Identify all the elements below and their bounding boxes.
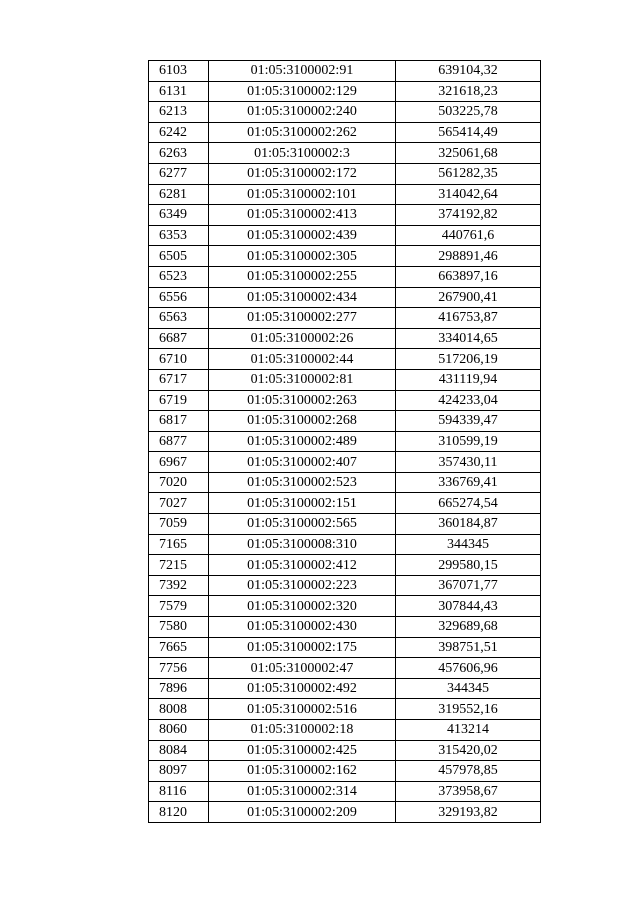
- value-cell: 517206,19: [396, 349, 541, 370]
- table-row: [149, 184, 541, 205]
- cadastral-number-cell: 01:05:3100002:407: [209, 452, 396, 473]
- row-number-cell: 6556: [149, 287, 209, 308]
- table-row: [149, 472, 541, 493]
- cadastral-number-cell: 01:05:3100002:255: [209, 266, 396, 287]
- cadastral-number-cell: 01:05:3100002:172: [209, 163, 396, 184]
- table-row: [149, 246, 541, 267]
- cadastral-number-cell: 01:05:3100002:305: [209, 246, 396, 267]
- row-number-cell: 8008: [149, 699, 209, 720]
- table-row: [149, 61, 541, 82]
- value-cell: 329689,68: [396, 617, 541, 638]
- table-row: [149, 514, 541, 535]
- row-number-cell: 6563: [149, 308, 209, 329]
- value-cell: 314042,64: [396, 184, 541, 205]
- table-row: [149, 596, 541, 617]
- cadastral-number-cell: 01:05:3100002:412: [209, 555, 396, 576]
- row-number-cell: 6213: [149, 102, 209, 123]
- cadastral-number-cell: 01:05:3100002:3: [209, 143, 396, 164]
- value-cell: 307844,43: [396, 596, 541, 617]
- table-row: [149, 781, 541, 802]
- value-cell: 357430,11: [396, 452, 541, 473]
- table-row: [149, 452, 541, 473]
- cadastral-number-cell: 01:05:3100002:430: [209, 617, 396, 638]
- value-cell: 457606,96: [396, 658, 541, 679]
- cadastral-number-cell: 01:05:3100002:314: [209, 781, 396, 802]
- table-row: [149, 205, 541, 226]
- value-cell: 663897,16: [396, 266, 541, 287]
- cadastral-number-cell: 01:05:3100002:223: [209, 575, 396, 596]
- table-row: [149, 266, 541, 287]
- cadastral-number-cell: 01:05:3100002:240: [209, 102, 396, 123]
- cadastral-number-cell: 01:05:3100002:101: [209, 184, 396, 205]
- value-cell: 329193,82: [396, 802, 541, 823]
- cadastral-number-cell: 01:05:3100008:310: [209, 534, 396, 555]
- row-number-cell: 7215: [149, 555, 209, 576]
- row-number-cell: 6131: [149, 81, 209, 102]
- value-cell: 299580,15: [396, 555, 541, 576]
- value-cell: 344345: [396, 534, 541, 555]
- value-cell: 424233,04: [396, 390, 541, 411]
- row-number-cell: 6349: [149, 205, 209, 226]
- value-cell: 374192,82: [396, 205, 541, 226]
- table-row: [149, 678, 541, 699]
- row-number-cell: 6687: [149, 328, 209, 349]
- cadastral-number-cell: 01:05:3100002:425: [209, 740, 396, 761]
- table-row: [149, 431, 541, 452]
- cadastral-number-cell: 01:05:3100002:262: [209, 122, 396, 143]
- value-cell: 367071,77: [396, 575, 541, 596]
- table-row: [149, 225, 541, 246]
- table-row: [149, 369, 541, 390]
- row-number-cell: 8097: [149, 761, 209, 782]
- cadastral-number-cell: 01:05:3100002:91: [209, 61, 396, 82]
- cadastral-number-cell: 01:05:3100002:434: [209, 287, 396, 308]
- value-cell: 315420,02: [396, 740, 541, 761]
- cadastral-number-cell: 01:05:3100002:277: [209, 308, 396, 329]
- table-row: [149, 802, 541, 823]
- cadastral-number-cell: 01:05:3100002:18: [209, 720, 396, 741]
- table-row: [149, 122, 541, 143]
- value-cell: 565414,49: [396, 122, 541, 143]
- cadastral-number-cell: 01:05:3100002:320: [209, 596, 396, 617]
- value-cell: 321618,23: [396, 81, 541, 102]
- cadastral-number-cell: 01:05:3100002:175: [209, 637, 396, 658]
- value-cell: 561282,35: [396, 163, 541, 184]
- table-row: [149, 534, 541, 555]
- cadastral-number-cell: 01:05:3100002:47: [209, 658, 396, 679]
- row-number-cell: 6103: [149, 61, 209, 82]
- cadastral-number-cell: 01:05:3100002:129: [209, 81, 396, 102]
- row-number-cell: 6717: [149, 369, 209, 390]
- cadastral-number-cell: 01:05:3100002:162: [209, 761, 396, 782]
- row-number-cell: 7896: [149, 678, 209, 699]
- row-number-cell: 7020: [149, 472, 209, 493]
- row-number-cell: 6505: [149, 246, 209, 267]
- value-cell: 431119,94: [396, 369, 541, 390]
- table-row: [149, 575, 541, 596]
- row-number-cell: 6817: [149, 411, 209, 432]
- value-cell: 373958,67: [396, 781, 541, 802]
- table-row: [149, 328, 541, 349]
- table-row: [149, 720, 541, 741]
- row-number-cell: 7027: [149, 493, 209, 514]
- parcel-table: [148, 60, 541, 823]
- value-cell: 325061,68: [396, 143, 541, 164]
- value-cell: 334014,65: [396, 328, 541, 349]
- row-number-cell: 7580: [149, 617, 209, 638]
- row-number-cell: 6281: [149, 184, 209, 205]
- cadastral-number-cell: 01:05:3100002:44: [209, 349, 396, 370]
- row-number-cell: 8084: [149, 740, 209, 761]
- value-cell: 416753,87: [396, 308, 541, 329]
- row-number-cell: 8120: [149, 802, 209, 823]
- cadastral-number-cell: 01:05:3100002:489: [209, 431, 396, 452]
- table-row: [149, 493, 541, 514]
- table-row: [149, 349, 541, 370]
- row-number-cell: 7165: [149, 534, 209, 555]
- value-cell: 398751,51: [396, 637, 541, 658]
- cadastral-number-cell: 01:05:3100002:209: [209, 802, 396, 823]
- cadastral-number-cell: 01:05:3100002:263: [209, 390, 396, 411]
- row-number-cell: 6719: [149, 390, 209, 411]
- parcel-table-body: [149, 61, 541, 823]
- cadastral-number-cell: 01:05:3100002:268: [209, 411, 396, 432]
- table-row: [149, 163, 541, 184]
- row-number-cell: 7579: [149, 596, 209, 617]
- row-number-cell: 6277: [149, 163, 209, 184]
- value-cell: 639104,32: [396, 61, 541, 82]
- value-cell: 336769,41: [396, 472, 541, 493]
- cadastral-number-cell: 01:05:3100002:565: [209, 514, 396, 535]
- row-number-cell: 7059: [149, 514, 209, 535]
- table-row: [149, 287, 541, 308]
- row-number-cell: 6263: [149, 143, 209, 164]
- row-number-cell: 7392: [149, 575, 209, 596]
- table-row: [149, 81, 541, 102]
- cadastral-number-cell: 01:05:3100002:492: [209, 678, 396, 699]
- row-number-cell: 6242: [149, 122, 209, 143]
- cadastral-number-cell: 01:05:3100002:413: [209, 205, 396, 226]
- table-row: [149, 699, 541, 720]
- row-number-cell: 6877: [149, 431, 209, 452]
- table-row: [149, 740, 541, 761]
- value-cell: 440761,6: [396, 225, 541, 246]
- value-cell: 413214: [396, 720, 541, 741]
- table-row: [149, 617, 541, 638]
- table-row: [149, 390, 541, 411]
- row-number-cell: 6523: [149, 266, 209, 287]
- row-number-cell: 7756: [149, 658, 209, 679]
- table-row: [149, 761, 541, 782]
- cadastral-number-cell: 01:05:3100002:523: [209, 472, 396, 493]
- table-row: [149, 637, 541, 658]
- row-number-cell: 8116: [149, 781, 209, 802]
- row-number-cell: 6710: [149, 349, 209, 370]
- value-cell: 594339,47: [396, 411, 541, 432]
- value-cell: 665274,54: [396, 493, 541, 514]
- row-number-cell: 8060: [149, 720, 209, 741]
- table-row: [149, 308, 541, 329]
- value-cell: 503225,78: [396, 102, 541, 123]
- row-number-cell: 6967: [149, 452, 209, 473]
- table-row: [149, 143, 541, 164]
- value-cell: 319552,16: [396, 699, 541, 720]
- cadastral-number-cell: 01:05:3100002:151: [209, 493, 396, 514]
- row-number-cell: 7665: [149, 637, 209, 658]
- value-cell: 310599,19: [396, 431, 541, 452]
- cadastral-number-cell: 01:05:3100002:26: [209, 328, 396, 349]
- table-row: [149, 102, 541, 123]
- value-cell: 344345: [396, 678, 541, 699]
- value-cell: 298891,46: [396, 246, 541, 267]
- cadastral-number-cell: 01:05:3100002:81: [209, 369, 396, 390]
- cadastral-number-cell: 01:05:3100002:516: [209, 699, 396, 720]
- row-number-cell: 6353: [149, 225, 209, 246]
- value-cell: 360184,87: [396, 514, 541, 535]
- table-row: [149, 555, 541, 576]
- table-row: [149, 658, 541, 679]
- value-cell: 267900,41: [396, 287, 541, 308]
- cadastral-number-cell: 01:05:3100002:439: [209, 225, 396, 246]
- value-cell: 457978,85: [396, 761, 541, 782]
- table-row: [149, 411, 541, 432]
